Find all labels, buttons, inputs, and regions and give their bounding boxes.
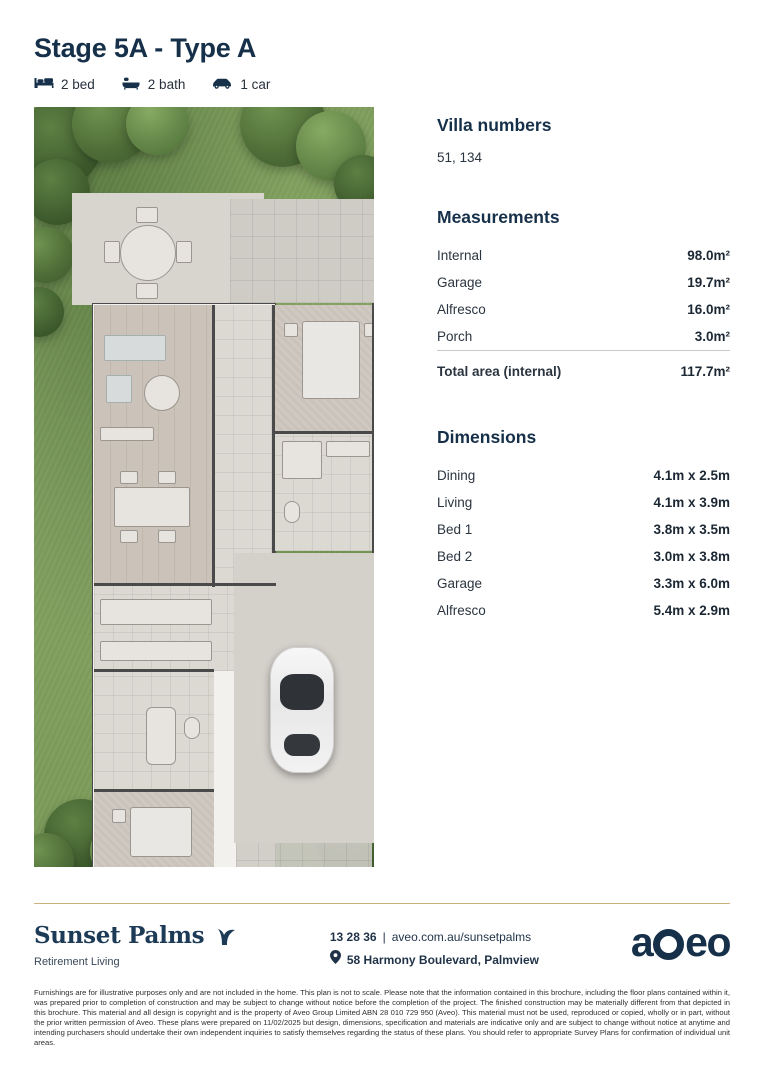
internal-wall (94, 583, 276, 586)
external-wall (372, 303, 374, 553)
dimensions-table (437, 462, 730, 624)
dimension-label: Bed 2 (437, 549, 473, 564)
brand-name-row (34, 924, 238, 950)
bedside-table (112, 809, 126, 823)
brand-name: Sunset Palms (34, 922, 205, 949)
contact-separator: | (382, 930, 386, 944)
dining-chair (158, 471, 176, 484)
table-row (437, 543, 730, 570)
dimension-value: 3.8m x 3.5m (653, 522, 730, 537)
table-row (437, 570, 730, 597)
total-area-value: 117.7m² (646, 351, 730, 386)
contact-phone[interactable]: 13 28 36 (329, 930, 377, 944)
contact-website[interactable]: aveo.com.au/sunsetpalms (391, 930, 532, 944)
car-graphic (270, 647, 334, 773)
car-icon (211, 76, 233, 93)
aveo-logo-a: a (630, 919, 653, 965)
villa-numbers-heading: Villa numbers (437, 115, 552, 135)
toilet (284, 501, 300, 523)
measurements-table (437, 242, 730, 385)
room-hallway (214, 305, 274, 587)
footer (34, 916, 730, 972)
internal-wall (94, 669, 214, 672)
measurements-heading: Measurements (437, 207, 560, 227)
sunset-palms-logo (34, 916, 238, 968)
dimension-value: 4.1m x 2.5m (653, 468, 730, 483)
footer-divider (34, 903, 730, 904)
outdoor-table (120, 225, 176, 281)
bed-2 (130, 807, 192, 857)
aveo-logo (631, 916, 730, 963)
kitchen-island (100, 599, 212, 625)
table-row (437, 489, 730, 516)
bath-icon (121, 76, 141, 93)
brand-tagline: Retirement Living (34, 956, 120, 968)
outdoor-chair (176, 241, 192, 263)
total-area-label: Total area (internal) (437, 351, 646, 386)
kitchen-bench (100, 641, 212, 661)
spec-bath (121, 76, 186, 93)
table-row (437, 323, 730, 351)
table-row (437, 242, 730, 269)
internal-wall (94, 789, 214, 792)
bed-icon (34, 76, 54, 93)
toilet (184, 717, 200, 739)
details-column (374, 107, 730, 867)
internal-wall (212, 305, 215, 587)
dimension-label: Bed 1 (437, 522, 473, 537)
spec-car (211, 76, 270, 93)
floorplan-image (34, 107, 374, 867)
measurement-label: Internal (437, 248, 483, 263)
table-row (437, 462, 730, 489)
measurement-label: Porch (437, 329, 473, 344)
palm-leaf-icon (216, 924, 238, 950)
villa-numbers-value: 51, 134 (437, 150, 483, 165)
shower (282, 441, 322, 479)
dimension-value: 3.3m x 6.0m (653, 576, 730, 591)
outdoor-chair (104, 241, 120, 263)
aveo-logo-mark (653, 929, 684, 960)
spec-bed (34, 76, 95, 93)
bed-1 (302, 321, 360, 399)
dining-table (114, 487, 190, 527)
aveo-logo-o: o (706, 919, 730, 965)
dimension-label: Alfresco (437, 603, 486, 618)
bedside-table (284, 323, 298, 337)
spec-car-label: 1 car (240, 77, 271, 92)
disclaimer-text: Furnishings are for illustrative purposes only and are not included in the home. This plan is not to scale. Please note that the information contained in this brochure, including the floor plans contained within it, was prepared prior to completion of construction and may be subject to change without notice before the completion of the project. The finished construction may be materially different from that depicted in this brochure. This material and all design is copyright and is the property of Aveo Group Limited ABN 28 010 729 950 (Aveo). This material must not be used, reproduced or copied, wholly or in part, without the prior written permission of Aveo. These plans were prepared on 11/02/2025 but design, dimensions, specification and materials are indicative only and are subject to change without notice at anytime and intending purchasers should undertake their own independent inquiries to satisfy themselves regarding the status of these plans. You should refer to appropriate Survey Plans for confirmation of individual unit areas. (34, 988, 730, 1048)
armchair (106, 375, 132, 403)
dimension-value: 4.1m x 3.9m (653, 495, 730, 510)
table-row (437, 269, 730, 296)
contact-block (330, 916, 539, 972)
floorplan-column (34, 107, 374, 867)
dimension-value: 5.4m x 2.9m (653, 603, 730, 618)
table-row (437, 296, 730, 323)
contact-phone-web-row (330, 926, 539, 949)
measurement-value: 19.7m² (687, 275, 730, 290)
table-row-total (437, 351, 730, 386)
coffee-table (144, 375, 180, 411)
dining-chair (158, 530, 176, 543)
dimensions-heading: Dimensions (437, 427, 537, 447)
alfresco-paving (230, 199, 374, 303)
tv-unit (100, 427, 154, 441)
measurement-value: 16.0m² (687, 302, 730, 317)
internal-wall (272, 305, 275, 553)
outdoor-chair (136, 283, 158, 299)
driveway (236, 843, 372, 867)
aveo-logo-e: e (685, 919, 707, 965)
spec-bed-label: 2 bed (61, 77, 95, 92)
dining-chair (120, 471, 138, 484)
page-title: Stage 5A - Type A (34, 33, 257, 63)
bathtub (146, 707, 176, 765)
measurement-label: Garage (437, 275, 483, 290)
map-pin-icon (330, 949, 341, 972)
dimension-label: Dining (437, 468, 476, 483)
dimension-label: Living (437, 495, 473, 510)
contact-address-row (330, 949, 539, 972)
dimension-label: Garage (437, 576, 483, 591)
table-row (437, 516, 730, 543)
internal-wall (274, 431, 374, 434)
measurement-label: Alfresco (437, 302, 486, 317)
dimension-value: 3.0m x 3.8m (653, 549, 730, 564)
dining-chair (120, 530, 138, 543)
contact-address: 58 Harmony Boulevard, Palmview (346, 952, 539, 967)
vanity (326, 441, 370, 457)
main-content (34, 107, 730, 867)
measurement-value: 3.0m² (694, 329, 730, 344)
outdoor-chair (136, 207, 158, 223)
sofa (104, 335, 166, 361)
spec-bath-label: 2 bath (147, 77, 186, 92)
measurement-value: 98.0m² (687, 248, 730, 263)
table-row (437, 597, 730, 624)
spec-summary (34, 76, 730, 93)
